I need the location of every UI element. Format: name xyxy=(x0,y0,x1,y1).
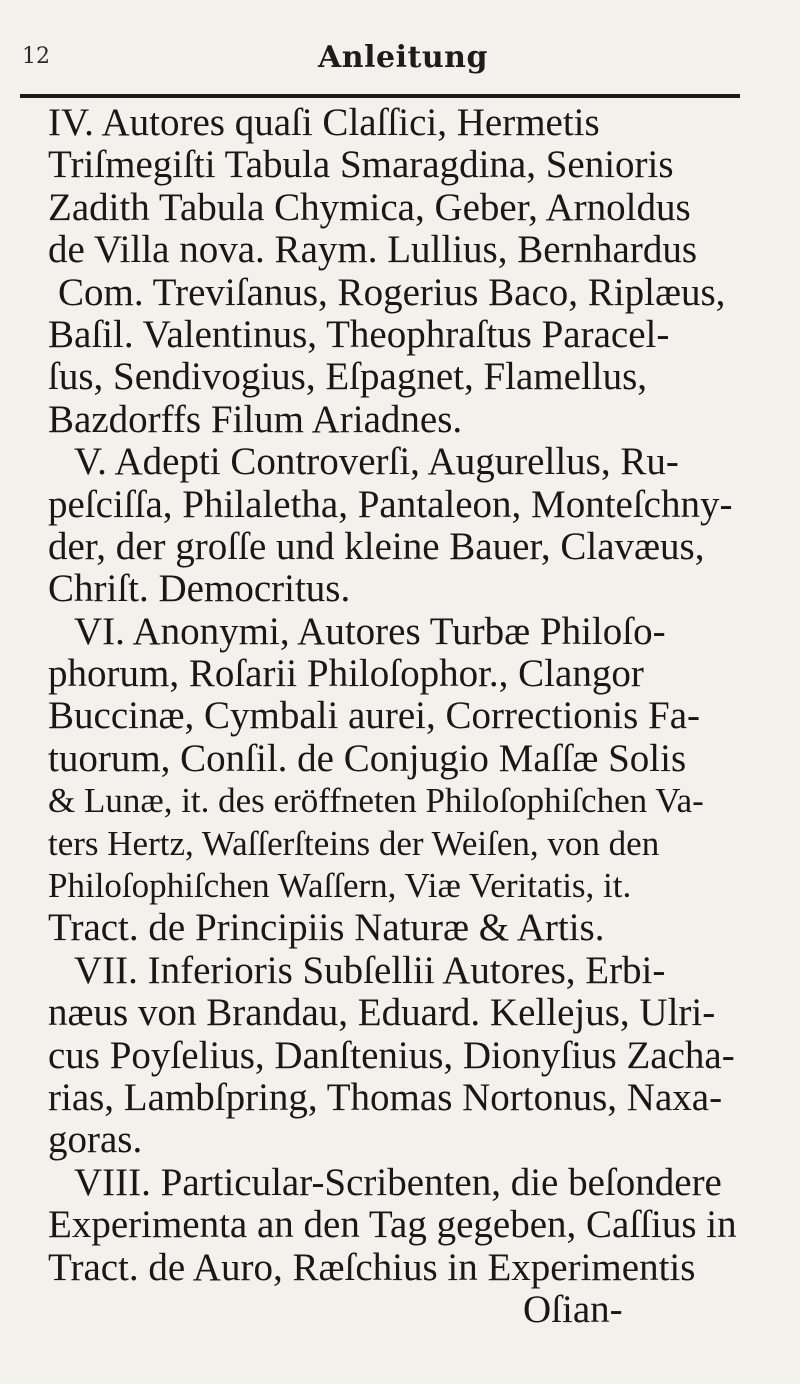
body-text xyxy=(48,102,748,1331)
text-line: rias, Lambſpring, Thomas Nortonus, Naxa- xyxy=(48,1075,723,1119)
text-line: Chriſt. Democritus. xyxy=(48,567,351,611)
text-line: Buccinæ, Cymbali aurei, Correctionis Fa- xyxy=(48,694,701,738)
text-line: Philoſophiſchen Waſſern, Viæ Veritatis, it. xyxy=(48,866,632,906)
text-line: tuorum, Conſil. de Conjugio Maſſæ Solis xyxy=(48,736,687,780)
page-number: 12 xyxy=(22,44,50,69)
text-line: cus Poyſelius, Danſtenius, Dionyſius Zacha- xyxy=(48,1033,735,1077)
text-line: de Villa nova. Raym. Lullius, Bernhardus xyxy=(48,228,698,272)
text-line: peſciſſa, Philaletha, Pantaleon, Monteſchny- xyxy=(48,482,733,526)
running-head: Anleitung xyxy=(318,40,488,75)
text-line: Tract. de Principiis Naturæ & Artis. xyxy=(48,906,605,950)
text-line: V. Adepti Controverſi, Augurellus, Ru- xyxy=(74,440,679,484)
text-line: næus von Brandau, Eduard. Kellejus, Ulri- xyxy=(48,991,716,1035)
header-rule xyxy=(20,94,740,98)
text-line: VIII. Particular-Scribenten, die beſondere xyxy=(74,1160,722,1204)
text-line: goras. xyxy=(48,1118,143,1162)
catchword: Oſian- xyxy=(523,1287,623,1331)
text-line: VI. Anonymi, Autores Turbæ Philoſo- xyxy=(74,609,666,653)
text-line: Baſil. Valentinus, Theophraſtus Paracel- xyxy=(48,312,670,356)
text-line: Com. Treviſanus, Rogerius Baco, Riplæus, xyxy=(58,270,726,314)
text-line: ſus, Sendivogius, Eſpagnet, Flamellus, xyxy=(48,355,648,399)
text-line: Tract. de Auro, Ræſchius in Experimentis xyxy=(48,1245,696,1289)
text-line: der, der groſſe und kleine Bauer, Clavæus, xyxy=(48,524,705,568)
text-line: IV. Autores quaſi Claſſici, Hermetis xyxy=(48,101,600,144)
text-line: Experimenta an den Tag gegeben, Caſſius in xyxy=(48,1203,737,1247)
page-header xyxy=(20,40,740,92)
text-line: VII. Inferioris Subſellii Autores, Erbi- xyxy=(74,948,666,992)
text-line: phorum, Roſarii Philoſophor., Clangor xyxy=(48,652,644,696)
text-line: Bazdorffs Filum Ariadnes. xyxy=(48,397,463,441)
text-line: ters Hertz, Waſſerſteins der Weiſen, von den xyxy=(48,823,660,863)
text-line: Triſmegiſti Tabula Smaragdina, Senioris xyxy=(48,143,674,187)
text-line: Zadith Tabula Chymica, Geber, Arnoldus xyxy=(48,185,691,229)
text-line: & Lunæ, it. des eröffneten Philoſophiſchen Va- xyxy=(48,781,704,821)
